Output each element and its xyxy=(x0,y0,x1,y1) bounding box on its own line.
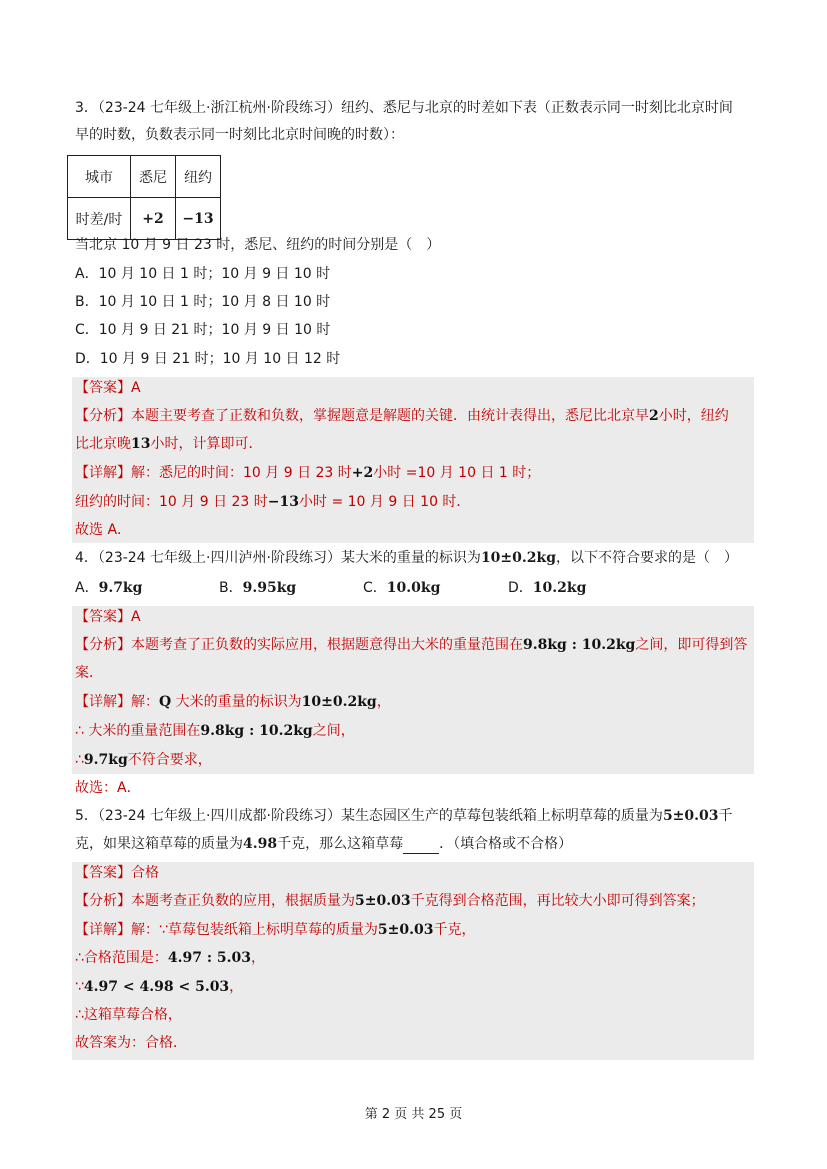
detail-tag: 【详解】 xyxy=(75,694,131,710)
table-row xyxy=(68,156,221,198)
q3-conclusion: 故选 A． xyxy=(75,522,132,538)
analysis-tag: 【分析】 xyxy=(75,408,131,424)
q3-option-b: B．10 月 10 日 1 时；10 月 8 日 10 时 xyxy=(75,294,331,310)
detail-expression: 4.97 : 5.03 xyxy=(167,950,252,966)
page-footer: 第 2 页 共 25 页 xyxy=(364,1107,463,1122)
detail-number: −13 xyxy=(267,494,300,510)
stem-text: 4．（23-24 七年级上·四川泸州·阶段练习）某大米的重量的标识为 xyxy=(75,550,481,566)
detail-text: 之间， xyxy=(312,723,355,739)
q3-option-c: C．10 月 9 日 21 时；10 月 9 日 10 时 xyxy=(75,322,331,338)
q4-detail-line1 xyxy=(75,692,391,712)
analysis-text: 本题主要考查了正数和负数，掌握题意是解题的关键．由统计表得出，悉尼比北京早 xyxy=(131,408,649,424)
detail-expression: 9.8kg : 10.2kg xyxy=(200,723,313,739)
q4-option-b xyxy=(219,578,296,598)
detail-text: ， xyxy=(376,694,391,710)
detail-text: 解：∵草莓包装纸箱上标明草莓的质量为 xyxy=(131,922,378,938)
q4-analysis-line1 xyxy=(75,635,747,655)
table-cell: 纽约 xyxy=(176,156,221,198)
detail-symbol: Q xyxy=(159,694,172,710)
q3-option-d: D．10 月 9 日 21 时；10 月 10 日 12 时 xyxy=(75,351,341,367)
table-cell: +2 xyxy=(131,198,176,240)
q3-solution-box xyxy=(72,377,754,543)
detail-number: +2 xyxy=(351,465,374,481)
analysis-text: 小时，纽约 xyxy=(658,408,729,424)
detail-tag: 【详解】 xyxy=(75,922,131,938)
detail-expression: 10±0.2kg xyxy=(301,694,377,710)
q3-detail-line1 xyxy=(75,463,540,483)
analysis-text: 比北京晚 xyxy=(75,436,131,452)
answer-tag: 【答案】 xyxy=(75,609,131,625)
table-cell: 悉尼 xyxy=(131,156,176,198)
q4-solution-box xyxy=(72,606,754,774)
q3-question: 当北京 10 月 9 日 23 时，悉尼、纽约的时间分别是（ ） xyxy=(75,237,441,253)
stem-text: ，以下不符合要求的是（ ） xyxy=(556,550,738,566)
detail-text: 小时 = 10 月 9 日 10 时． xyxy=(299,494,471,510)
option-label: D． xyxy=(508,580,533,596)
answer-value: 合格 xyxy=(131,865,159,881)
stem-expression: 4.98 xyxy=(243,836,278,852)
detail-text: ∴合格范围是： xyxy=(75,950,168,966)
q4-answer xyxy=(75,607,141,627)
option-value: 10.0kg xyxy=(386,580,441,596)
stem-text: ．（填合格或不合格） xyxy=(439,836,573,852)
detail-text: ∵ xyxy=(75,979,84,995)
q4-option-a xyxy=(75,578,142,598)
answer-value: A xyxy=(131,380,141,396)
analysis-number: 2 xyxy=(649,408,659,424)
analysis-text: 小时，计算即可． xyxy=(150,436,263,452)
table-cell: 时差/时 xyxy=(68,198,131,240)
analysis-number: 13 xyxy=(131,436,151,452)
detail-tag: 【详解】 xyxy=(75,465,131,481)
q3-stem-line1: 3．（23-24 七年级上·浙江杭州·阶段练习）纽约、悉尼与北京的时差如下表（正数表示同一时刻比北京时间 xyxy=(75,100,733,116)
analysis-expression: 5±0.03 xyxy=(355,893,411,909)
detail-text: 千克， xyxy=(433,922,476,938)
q3-analysis-line1 xyxy=(75,406,729,426)
detail-text: ∴ xyxy=(75,752,84,768)
detail-text: 解： xyxy=(131,694,159,710)
detail-text: 大米的重量的标识为 xyxy=(175,694,302,710)
q4-detail-line2 xyxy=(75,721,355,741)
analysis-tag: 【分析】 xyxy=(75,637,131,653)
q4-stem xyxy=(75,548,738,568)
q3-detail-line2 xyxy=(75,492,470,512)
q4-detail-line3 xyxy=(75,750,212,770)
detail-expression: 5±0.03 xyxy=(377,922,434,938)
q5-detail-line4: ∴这箱草莓合格， xyxy=(75,1007,182,1023)
q4-conclusion: 故选：A． xyxy=(75,780,141,796)
stem-text: 千克，那么这箱草莓 xyxy=(277,836,404,852)
q5-detail-line3 xyxy=(75,977,243,997)
detail-expression: 4.97 < 4.98 < 5.03 xyxy=(83,979,230,995)
stem-expression: 10±0.2kg xyxy=(480,550,556,566)
q5-analysis xyxy=(75,891,705,911)
q5-stem-line1 xyxy=(75,806,733,826)
analysis-tag: 【分析】 xyxy=(75,893,131,909)
option-value: 10.2kg xyxy=(532,580,587,596)
detail-text: 小时 =10 月 10 日 1 时； xyxy=(373,465,541,481)
q5-answer xyxy=(75,863,159,883)
stem-text: 千 xyxy=(718,808,733,824)
q4-option-d xyxy=(508,578,586,598)
stem-text: 5．（23-24 七年级上·四川成都·阶段练习）某生态园区生产的草莓包装纸箱上标明草莓的质量为 xyxy=(75,808,663,824)
q3-option-a: A．10 月 10 日 1 时；10 月 9 日 10 时 xyxy=(75,266,331,282)
option-label: B． xyxy=(219,580,243,596)
stem-text: 克，如果这箱草莓的质量为 xyxy=(75,836,243,852)
analysis-text: 千克得到合格范围，再比较大小即可得到答案； xyxy=(410,893,705,909)
detail-text: ， xyxy=(229,979,244,995)
table-row xyxy=(68,198,221,240)
q5-detail-line2 xyxy=(75,948,265,968)
answer-tag: 【答案】 xyxy=(75,865,131,881)
detail-text: ， xyxy=(251,950,266,966)
q5-conclusion: 故答案为：合格． xyxy=(75,1035,187,1051)
table-cell: 城市 xyxy=(68,156,131,198)
detail-text: 解：悉尼的时间：10 月 9 日 23 时 xyxy=(131,465,352,481)
option-label: C． xyxy=(363,580,387,596)
q3-timezone-table xyxy=(67,155,221,240)
analysis-text: 本题考查正负数的应用，根据质量为 xyxy=(131,893,355,909)
option-value: 9.7kg xyxy=(98,580,143,596)
q4-analysis-line2: 案． xyxy=(75,665,103,681)
analysis-text: 本题考查了正负数的实际应用，根据题意得出大米的重量范围在 xyxy=(131,637,523,653)
q3-stem-line2: 早的时数，负数表示同一时刻比北京时间晚的时数）： xyxy=(75,127,404,143)
q3-answer xyxy=(75,378,141,398)
detail-text: ∴ 大米的重量范围在 xyxy=(75,723,201,739)
detail-text: 不符合要求， xyxy=(127,752,212,768)
analysis-text: 之间，即可得到答 xyxy=(635,637,748,653)
q3-analysis-line2 xyxy=(75,434,262,454)
table-cell: −13 xyxy=(176,198,221,240)
option-value: 9.95kg xyxy=(242,580,297,596)
q4-option-c xyxy=(363,578,440,598)
answer-blank xyxy=(403,839,439,854)
analysis-expression: 9.8kg : 10.2kg xyxy=(523,637,636,653)
option-label: A． xyxy=(75,580,99,596)
answer-tag: 【答案】 xyxy=(75,380,131,396)
detail-expression: 9.7kg xyxy=(83,752,128,768)
detail-text: 纽约的时间：10 月 9 日 23 时 xyxy=(75,494,268,510)
q5-stem-line2 xyxy=(75,834,572,854)
stem-expression: 5±0.03 xyxy=(662,808,719,824)
q5-detail-line1 xyxy=(75,920,475,940)
answer-value: A xyxy=(131,609,141,625)
